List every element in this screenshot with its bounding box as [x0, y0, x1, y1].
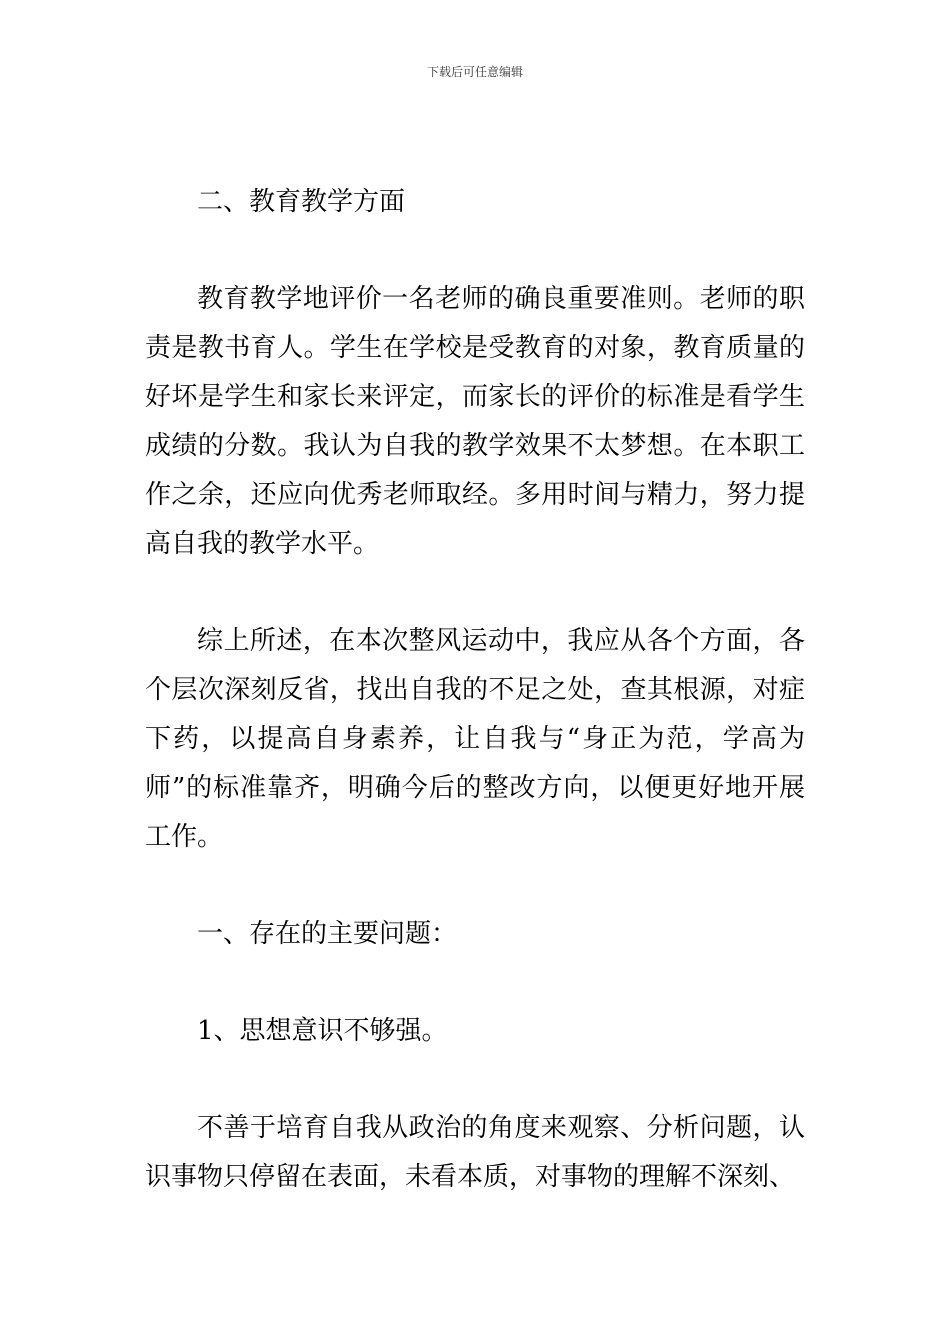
page-header: 下载后可任意编辑: [426, 65, 523, 79]
section-heading-problems: 一、存在的主要问题：: [197, 919, 458, 949]
section-heading-education: 二、教育教学方面: [197, 187, 406, 217]
paragraph-summary: 综上所述，在本次整风运动中，我应从各个方面，各个层次深刻反省，找出自我的不足之处，查其根源，对症下药，以提高自身素养，让自我与“身正为范，学高为师”的标准靠齐，明确今后的整改方向，以便更好地开展工作。: [145, 626, 805, 852]
paragraph-awareness: 不善于培育自我从政治的角度来观察、分析问题，认识事物只停留在表面，未看本质，对事物的理解不深刻、: [145, 1113, 805, 1192]
document-body: [145, 178, 805, 1202]
paragraph-education: 教育教学地评价一名老师的确良重要准则。老师的职责是教书育人。学生在学校是受教育的对象，教育质量的好坏是学生和家长来评定，而家长的评价的标准是看学生成绩的分数。我认为自我的教学效果不太梦想。在本职工作之余，还应向优秀老师取经。多用时间与精力，努力提高自我的教学水平。: [145, 284, 805, 559]
item-heading-awareness: 1、思想意识不够强。: [197, 1016, 448, 1046]
